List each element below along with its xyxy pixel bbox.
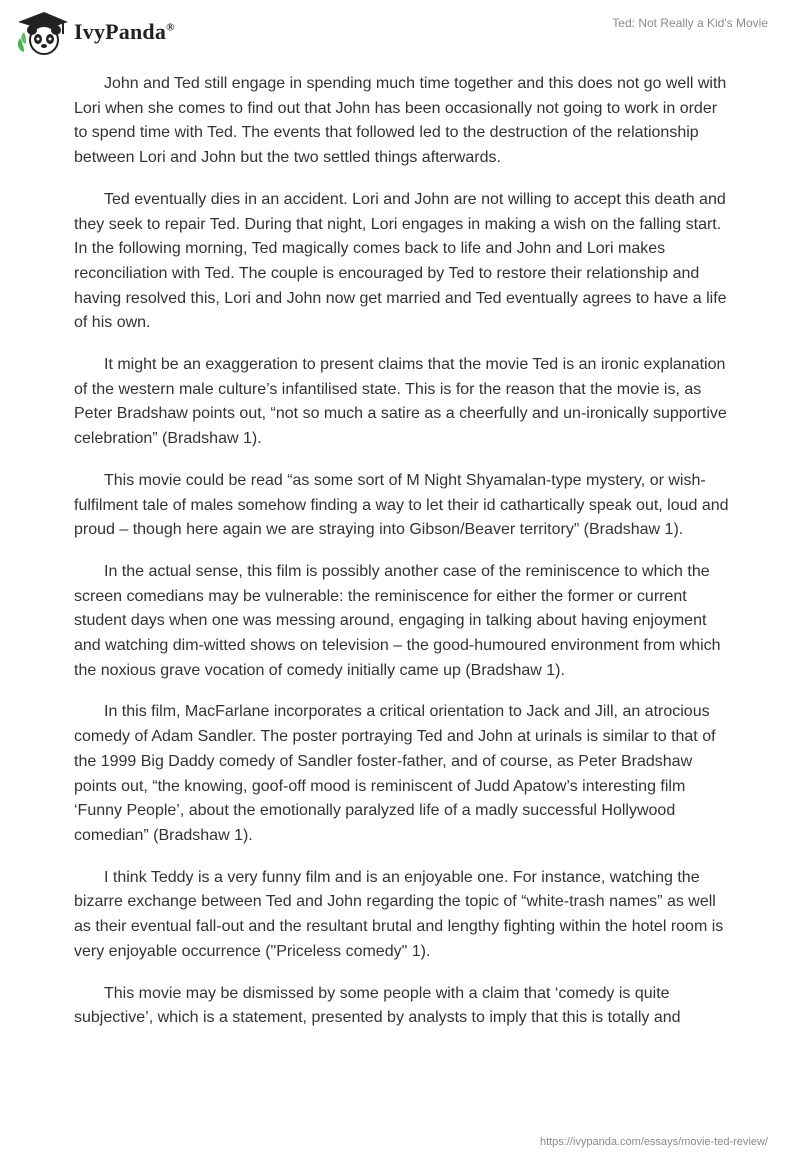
essay-body: [74, 72, 734, 1048]
paragraph: This movie could be read “as some sort of M Night Shyamalan-type mystery, or wish-fulfilment tale of males somehow finding a way to let their id cathartically speak out, loud and proud – though here again we are straying into Gibson/Beaver territory” (Bradshaw 1).: [74, 471, 729, 539]
paragraph: This movie may be dismissed by some people with a claim that ‘comedy is quite subjective’, which is a statement, presented by analysts to imply that this is totally and: [74, 984, 681, 1027]
paragraph: In the actual sense, this film is possibly another case of the reminiscence to which the screen comedians may be vulnerable: the reminiscence for either the former or current student days when one was messing around, engaging in talking about having enjoyment and watching dim-witted shows on television – the good-humoured environment from which the noxious grave vocation of comedy initially came up (Bradshaw 1).: [74, 562, 721, 679]
paragraph: John and Ted still engage in spending much time together and this does not go well with Lori when she comes to find out that John has been occasionally not going to work in order to spend time with Ted. The events that followed led to the destruction of the relationship between Lori and John but the two settled things afterwards.: [74, 75, 727, 167]
ivypanda-logo[interactable]: [14, 8, 175, 56]
brand-name: IvyPanda®: [74, 19, 175, 44]
source-url[interactable]: https://ivypanda.com/essays/movie-ted-review/: [539, 1136, 768, 1148]
paragraph: In this film, MacFarlane incorporates a critical orientation to Jack and Jill, an atrocious comedy of Adam Sandler. The poster portraying Ted and John at urinals is similar to that of the 1999 Big Daddy comedy of Sandler foster-father, and of course, as Peter Bradshaw points out, “the knowing, goof-off mood is reminiscent of Judd Apatow’s interesting film ‘Funny People’, about the emotionally paralyzed life of a madly successful Hollywood comedian” (Bradshaw 1).: [74, 703, 716, 844]
paragraph: It might be an exaggeration to present claims that the movie Ted is an ironic explanation of the western male culture’s infantilised state. This is for the reason that the movie is, as Peter Bradshaw points out, “not so much a satire as a cheerfully and un-ironically supportive celebration” (Bradshaw 1).: [74, 356, 727, 448]
paragraph: I think Teddy is a very funny film and is an enjoyable one. For instance, watching the bizarre exchange between Ted and John regarding the topic of “white-trash names” as well as their eventual fall-out and the resultant brutal and lengthy fighting within the hotel room is very enjoyable occurrence ("Priceless comedy" 1).: [74, 868, 724, 960]
paragraph: Ted eventually dies in an accident. Lori and John are not willing to accept this death and they seek to repair Ted. During that night, Lori engages in making a wish on the falling start. In the following morning, Ted magically comes back to life and John and Lori makes reconciliation with Ted. The couple is encouraged by Ted to restore their relationship and having resolved this, Lori and John now get married and Ted eventually agrees to have a life of his own.: [74, 190, 727, 332]
panda-graduate-icon: [14, 8, 70, 56]
registered-mark: ®: [166, 21, 175, 34]
document-title: Ted: Not Really a Kid's Movie: [612, 16, 768, 30]
page-header: [0, 0, 800, 70]
